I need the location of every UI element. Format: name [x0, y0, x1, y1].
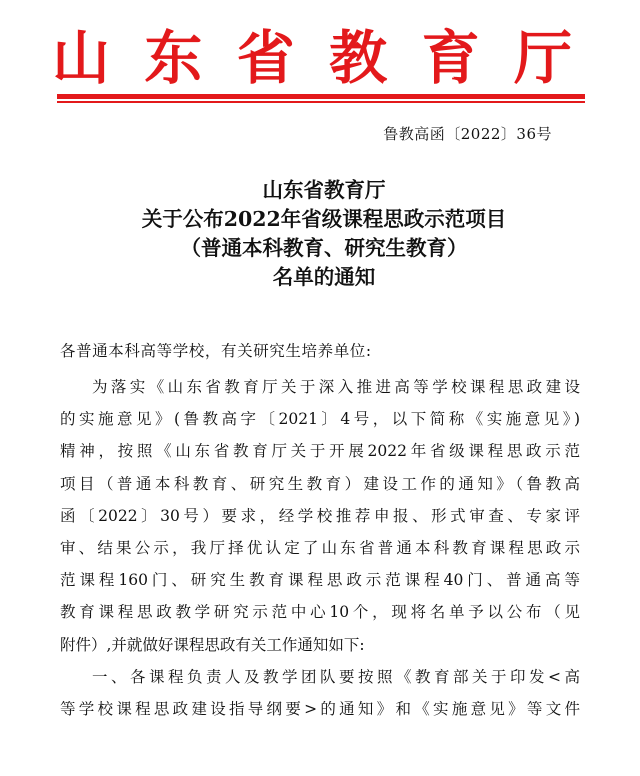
masthead-char: 厅: [513, 24, 572, 92]
body-line: 为落实《山东省教育厅关于深入推进高等学校课程思政建设: [92, 378, 580, 396]
body-line: 范课程160门、研究生教育课程思政示范课程40门、普通高等: [60, 571, 580, 590]
body-text: [60, 371, 580, 725]
body-line: 审、结果公示，我厅择优认定了山东省普通本科教育课程思政示: [60, 539, 580, 558]
red-divider-thick: [57, 94, 585, 99]
title-line: 关于公布2022年省级课程思政示范项目: [141, 207, 507, 231]
body-line: 一、各课程负责人及教学团队要按照《教育部关于印发<高: [92, 667, 580, 686]
body-line: 项目（普通本科教育、研究生教育）建设工作的通知》（鲁教高: [60, 474, 580, 493]
body-line: 的实施意见》(鲁教高字〔2021〕4号，以下简称《实施意见》): [60, 410, 580, 429]
masthead-char: 东: [144, 24, 203, 92]
body-line: 函〔2022〕30号）要求，经学校推荐申报、形式审查、专家评: [60, 506, 580, 525]
masthead-char: 育: [421, 24, 480, 92]
masthead-char: 山: [52, 24, 111, 92]
title-line: （普通本科教育、研究生教育）: [180, 236, 468, 260]
notice-title: [40, 176, 608, 292]
red-divider-thin: [57, 101, 585, 103]
document-number: 鲁教高函〔2022〕36号: [383, 125, 552, 143]
salutation: 各普通本科高等学校，有关研究生培养单位:: [60, 342, 372, 360]
title-line: 名单的通知: [272, 265, 376, 289]
masthead-char: 教: [329, 24, 388, 92]
body-line: 等学校课程思政建设指导纲要>的通知》和《实施意见》等文件: [60, 700, 580, 719]
masthead-char: 省: [236, 24, 295, 92]
masthead-title: [52, 22, 572, 94]
body-line: 精神，按照《山东省教育厅关于开展2022年省级课程思政示范: [60, 442, 580, 461]
title-line: 山东省教育厅: [262, 178, 386, 202]
body-line: 附件）,并就做好课程思政有关工作通知如下:: [60, 635, 365, 654]
body-line: 教育课程思政教学研究示范中心10个，现将名单予以公布（见: [60, 603, 580, 622]
